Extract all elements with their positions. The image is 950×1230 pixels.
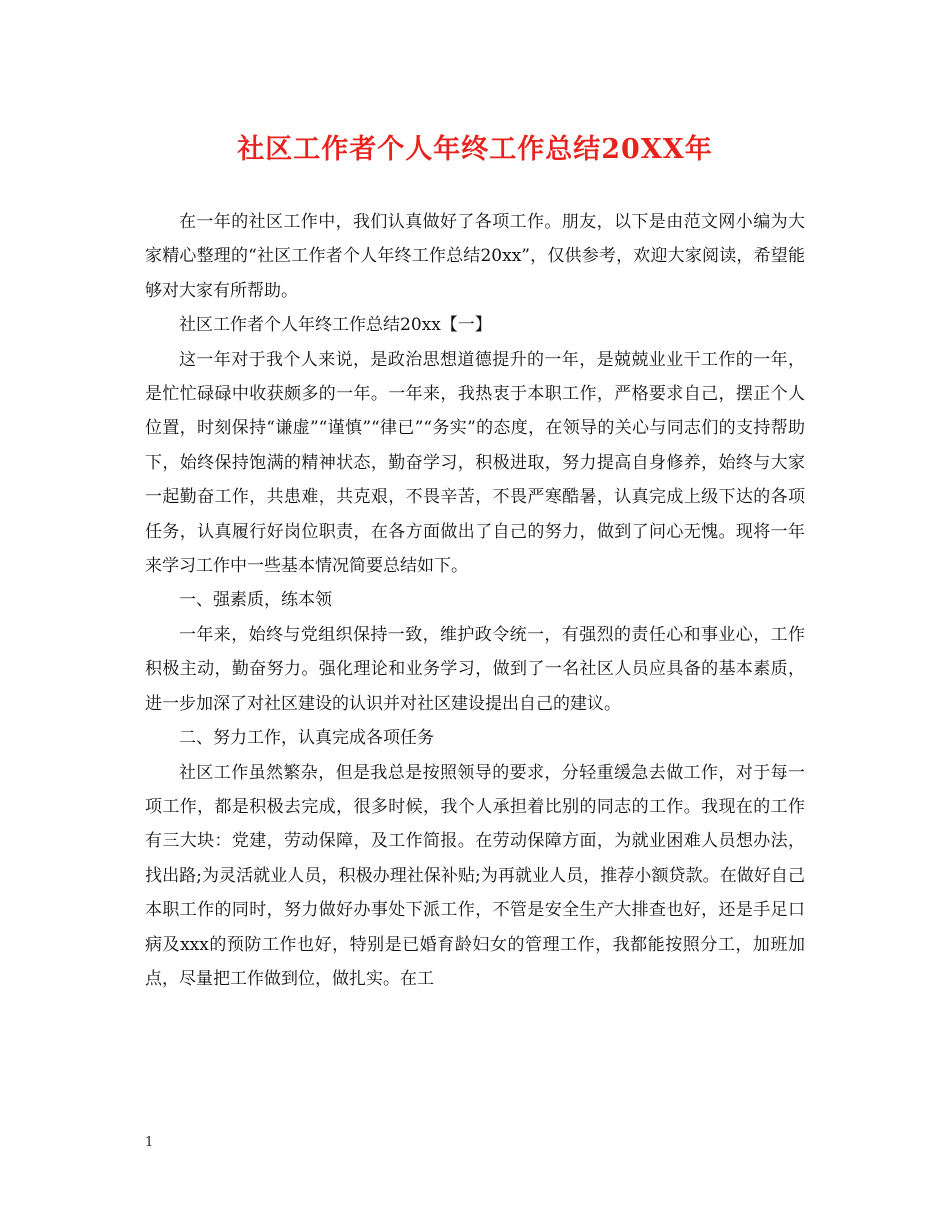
page-number: 1 [145, 1135, 154, 1150]
section-heading-quality: 一、强素质，练本领 [179, 590, 332, 611]
section-heading-part-one: 社区工作者个人年终工作总结20xx【一】 [179, 315, 492, 336]
paragraph-tasks: 社区工作虽然繁杂，但是我总是按照领导的要求，分轻重缓急去做工作，对于每一项工作，都是积极去完成，很多时候，我个人承担着比别的同志的工作。我现在的工作有三大块：党建，劳动保障，及工作简报。在劳动保障方面，为就业困难人员想办法，找出路;为灵活就业人员，积极办理社保补贴;为再就业人员，推荐小额贷款。在做好自己本职工作的同时，努力做好办事处下派工作，不管是安全生产大排查也好，还是手足口病及xxx的预防工作也好，特别是已婚育龄妇女的管理工作，我都能按照分工，加班加点，尽量把工作做到位，做扎实。在工 [145, 762, 805, 989]
paragraph-intro: 在一年的社区工作中，我们认真做好了各项工作。朋友，以下是由范文网小编为大家精心整理的“社区工作者个人年终工作总结20xx”，仅供参考，欢迎大家阅读，希望能够对大家有所帮助。 [145, 212, 805, 301]
document-body [145, 205, 805, 996]
document-title: 社区工作者个人年终工作总结20XX年 [237, 134, 713, 165]
paragraph-quality: 一年来，始终与党组织保持一致，维护政令统一，有强烈的责任心和事业心，工作积极主动，勤奋努力。强化理论和业务学习，做到了一名社区人员应具备的基本素质，进一步加深了对社区建设的认识并对社区建设提出自己的建议。 [145, 624, 805, 714]
paragraph-overview: 这一年对于我个人来说，是政治思想道德提升的一年，是兢兢业业干工作的一年，是忙忙碌碌中收获颇多的一年。一年来，我热衷于本职工作，严格要求自己，摆正个人位置，时刻保持“谦虚”“谨慎”“律已”“务实”的态度，在领导的关心与同志们的支持帮助下，始终保持饱满的精神状态，勤奋学习，积极进取，努力提高自身修养，始终与大家一起勤奋工作，共患难，共克艰，不畏辛苦，不畏严寒酷暑，认真完成上级下达的各项任务，认真履行好岗位职责，在各方面做出了自己的努力，做到了问心无愧。现将一年来学习工作中一些基本情况简要总结如下。 [145, 349, 805, 577]
section-heading-tasks: 二、努力工作，认真完成各项任务 [179, 728, 434, 749]
